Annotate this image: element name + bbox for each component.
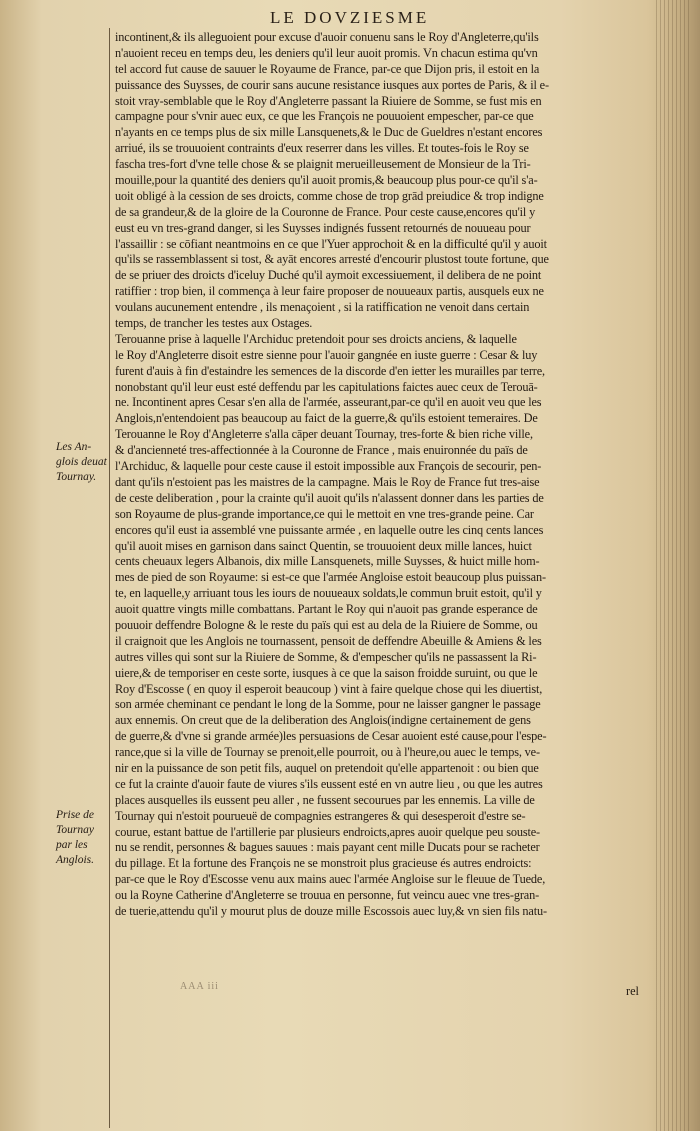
text-line: l'assaillir : se cōfiant neantmoins en ce que l'Yuer approchoit & en la difficulté qu'il y auoit — [115, 236, 547, 251]
text-line: de se priuer des droicts d'iceluy Duché qu'il aymoit excessiuement, il delibera de ne point — [115, 268, 542, 283]
side-note-line: Prise de — [56, 809, 95, 821]
page-header — [0, 8, 700, 30]
side-note-line: Tournay — [56, 824, 94, 836]
side-note-line: glois deuat — [56, 456, 107, 468]
text-line: autres villes qui sont sur la Riuiere de Somme, & d'empescher qu'ils ne passassent la Ri- — [115, 649, 537, 664]
side-note-line: par les — [56, 839, 88, 851]
text-line: ce fut la crainte d'auoir faute de viures s'ils eussent esté en vn autre lieu , ou que les autres — [115, 776, 543, 791]
text-line: eust eu vn tres-grand danger, si les Suysses indignés fussent retournés de nouueau pour — [115, 220, 531, 235]
text-line: fascha tres-fort d'vne telle chose & se plaignit merueilleusement de Monsieur de la Tri- — [115, 157, 531, 172]
text-line: voulans aucunement entendre , ils menaçoient , si la ratiffication ne venoit dans certain — [115, 300, 530, 315]
text-line: ratiffier : trop bien, il commença à leur faire proposer de nouueaux partis, ausquels eux ne — [115, 284, 544, 299]
text-line: nu se rendit, personnes & bagues sauues : mais payant cent mille Ducats pour se racheter — [115, 840, 540, 855]
side-note-line: Tournay. — [56, 471, 97, 483]
text-line: du pillage. Et la fortune des François ne se monstroit plus gracieuse és autres endroicts: — [115, 856, 532, 871]
text-line: mouille,pour la quantité des deniers qu'il auoit promis,& beaucoup plus pour-ce qu'il s'a- — [115, 173, 538, 188]
text-line: aux ennemis. On creut que de la deliberation des Anglois(indigne certainement de gens — [115, 713, 531, 728]
text-line: Terouanne prise à laquelle l'Archiduc pretendoit pour ses droicts anciens, & laquelle — [115, 331, 517, 346]
text-line: encores qu'il eust ia assemblé vne puissante armée , en laquelle outre les cinq cents lances — [115, 522, 544, 537]
text-line: tel accord fut cause de sauuer le Royaume de France, par-ce que Dijon pris, il estoit en la — [115, 61, 540, 76]
text-line: n'auoient receu en temps deu, les deniers qu'il leur auoit promis. Vn chacun estima qu'vn — [115, 45, 538, 60]
text-line: ou la Royne Catherine d'Angleterre se trouua en personne, fut veincu auec vne tres-gran- — [115, 888, 540, 903]
text-line: de guerre,& d'vne si grande armée)les persuasions de Cesar auoient esté cause,pour l'espe- — [115, 729, 547, 744]
text-line: auoit quattre vingts mille combattans. Partant le Roy qui n'auoit pas grande esperance de — [115, 602, 538, 617]
text-line: nonobstant qu'il leur eust esté deffendu par les capitulations faictes auec ceux de Terouā- — [115, 379, 538, 394]
text-line: rance,que si la ville de Tournay se prenoit,elle pourroit, ou à l'heure,ou auec le temps, ve- — [115, 745, 540, 760]
margin-rule — [109, 28, 110, 1128]
text-line: il craignoit que les Anglois ne tournassent, pensoit de deffendre Abeuille & Amiens & les — [115, 633, 542, 648]
text-line: qu'ils se rassemblassent si tost, & ayāt encores arresté d'encourir plustost toute fortune, que — [115, 252, 549, 267]
page-stack-edges — [656, 0, 692, 1131]
text-line: places ausquelles ils eussent peu aller , ne fussent secourues par les ennemis. La ville de — [115, 792, 535, 807]
text-line: n'ayants en ce temps plus de six mille Lansquenets,& le Duc de Gueldres n'estant encores — [115, 125, 543, 140]
text-line: Anglois,n'entendoient pas beaucoup au faict de la guerre,& qu'ils estoient temeraires. De — [115, 411, 538, 426]
text-line: dant qu'ils n'estoient pas les maistres de la campagne. Mais le Roy de France fut tres-aise — [115, 474, 540, 489]
text-line: son Royaume de plus-grande importance,ce qui le mettoit en vne tres-grande peine. Car — [115, 506, 534, 521]
running-title: LE DOVZIESME — [270, 8, 430, 27]
text-line: Roy d'Escosse ( en quoy il esperoit beaucoup ) vint à faire quelque chose qui les diuertist, — [115, 681, 543, 696]
text-line: courue, estant battue de l'artillerie par plusieurs endroicts,apres auoir quelque peu souste- — [115, 824, 540, 839]
side-note-prise-de-tournay — [56, 808, 108, 868]
text-line: & d'ancienneté tres-affectionnée à la Couronne de France , mais enuironnée du païs de — [115, 443, 528, 458]
text-line: incontinent,& ils alleguoient pour excuse d'auoir conuenu sans le Roy d'Angleterre,qu'ils — [115, 30, 539, 44]
side-note-line: Les An- — [56, 441, 92, 453]
text-line: nir en la puissance de son petit fils, auquel on pretendoit qu'elle appartenoit : ou bien que — [115, 760, 539, 775]
catchword: rel — [626, 984, 639, 998]
text-line: son armée cheminant ce pendant le long de la Somme, pour ne laisser gangner le passage — [115, 697, 541, 712]
text-line: Terouanne le Roy d'Angleterre s'alla cāper deuant Tournay, tres-forte & bien riche ville, — [115, 427, 533, 442]
signature-mark: AAA iii — [180, 981, 219, 992]
text-line: de ceste deliberation , pour la crainte qu'il auoit qu'ils n'alassent donner dans les parties de — [115, 490, 544, 505]
text-line: cents cheuaux legers Albanois, dix mille Lansquenets, mille Suysses, & huict mille hom- — [115, 554, 540, 569]
text-line: uoit obligé à la cession de ses droicts, comme chose de trop grād preiudice & trop indigne — [115, 188, 544, 203]
text-line: par-ce que le Roy d'Escosse venu aux mains auec l'armée Angloise sur le fleuue de Tuede, — [115, 872, 546, 887]
text-line: qu'il auoit mises en garnison dans sainct Quentin, se trouuoient deux mille lances, huict — [115, 538, 532, 553]
side-note-line: Anglois. — [56, 854, 95, 866]
text-line: Tournay qui n'estoit pourueuë de compagnies estrangeres & qui desesperoit d'estre se- — [115, 808, 526, 823]
text-line: mes de pied de son Royaume: si est-ce que l'armée Angloise estoit beaucoup plus puissan- — [115, 570, 546, 585]
text-line: l'Archiduc, & laquelle pour ceste cause il estoit impossible aux François de secourir, pen- — [115, 459, 542, 474]
text-line: de tuerie,attendu qu'il y mourut plus de douze mille Escossois auec luy,& vn sien fils natu- — [115, 903, 547, 918]
text-line: pouuoir deffendre Bologne & le reste du païs qui est au dela de la Riuiere de Somme, ou — [115, 617, 538, 632]
text-line: puissance des Suysses, de courir sans aucune resistance iusques aux portes de Paris, & il e- — [115, 77, 549, 92]
text-line: furent d'auis à fin d'estaindre les semences de la discorde d'en ietter les murailles par terre, — [115, 363, 545, 378]
text-line: ne. Incontinent apres Cesar s'en alla de l'armée, asseurant,par-ce qu'il en auoit veu que les — [115, 395, 542, 410]
side-note-anglois-deuant-tournay — [56, 440, 108, 485]
text-line: arriué, ils se trouuoient contraints d'eux reserrer dans les villes. Et toutes-fois le Roy se — [115, 141, 529, 156]
text-line: le Roy d'Angleterre disoit estre sienne pour l'auoir gangnée en iuste guerre : Cesar & luy — [115, 347, 538, 362]
text-line: campagne pour s'vnir auec eux, ce que les François ne pouuoient empescher, par-ce que — [115, 109, 534, 124]
body-text-column — [115, 30, 655, 920]
text-line: stoit vray-semblable que le Roy d'Angleterre passant la Riuiere de Somme, se fust mis en — [115, 93, 542, 108]
text-line: uiere,& de temporiser en ceste sorte, iusques à ce que la saison froidde suruint, ou que le — [115, 665, 538, 680]
text-line: temps, de trancher les testes aux Ostages. — [115, 316, 313, 331]
text-line: de sa grandeur,& de la gloire de la Couronne de France. Pour ceste cause,encores qu'il y — [115, 204, 536, 219]
text-line: te, en laquelle,y arriuant tous les iours de nouueaux soldats,le commun bruit estoit, qu'il y — [115, 586, 542, 601]
